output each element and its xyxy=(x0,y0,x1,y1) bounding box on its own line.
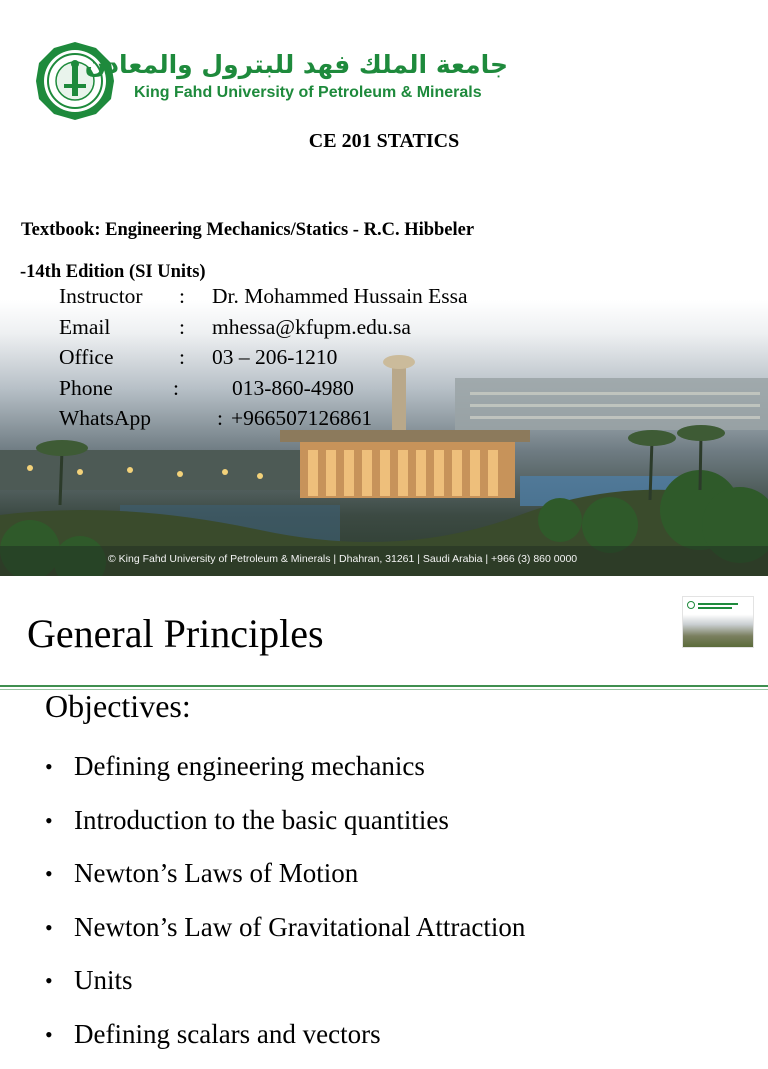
bullet-icon: • xyxy=(45,968,53,993)
info-separator: : xyxy=(179,284,185,308)
university-name-english: King Fahd University of Petroleum & Minerals xyxy=(134,84,482,101)
slide-footer: © King Fahd University of Petroleum & Minerals | Dhahran, 31261 | Saudi Arabia | +966 (3) 860 0000 xyxy=(108,553,578,565)
info-value: Dr. Mohammed Hussain Essa xyxy=(212,284,468,308)
bullet-icon: • xyxy=(45,914,53,940)
campus-photo xyxy=(0,300,768,576)
objectives-slide xyxy=(0,576,768,1049)
info-label: Office xyxy=(59,345,114,369)
objectives-heading: Objectives: xyxy=(45,688,191,724)
title-divider xyxy=(0,685,768,687)
info-label: WhatsApp xyxy=(59,406,151,430)
list-item-text: Units xyxy=(74,965,133,995)
bullet-icon: • xyxy=(45,754,53,779)
slide-thumbnail xyxy=(682,596,754,648)
bullet-icon: • xyxy=(45,807,53,833)
textbook-line: Textbook: Engineering Mechanics/Statics - R.C. Hibbeler xyxy=(21,220,475,240)
thumbnail-line xyxy=(698,607,732,609)
info-label: Email xyxy=(59,314,111,339)
info-label: Instructor xyxy=(59,284,143,308)
info-separator: : xyxy=(217,406,223,430)
thumbnail-logo-icon xyxy=(687,601,695,609)
bullet-icon: • xyxy=(45,861,53,886)
campus-illustration xyxy=(0,300,768,576)
info-separator: : xyxy=(173,375,179,400)
info-value: mhessa@kfupm.edu.sa xyxy=(212,314,411,339)
list-item-text: Defining scalars and vectors xyxy=(74,1018,381,1049)
info-value: 03 – 206-1210 xyxy=(212,345,338,369)
slide-title: General Principles xyxy=(27,611,324,656)
info-value: +966507126861 xyxy=(231,406,373,430)
course-title: CE 201 STATICS xyxy=(308,130,460,152)
list-item-text: Defining engineering mechanics xyxy=(74,751,425,781)
info-separator: : xyxy=(179,345,185,369)
list-item-text: Newton’s Law of Gravitational Attraction xyxy=(74,911,526,942)
list-item-text: Newton’s Laws of Motion xyxy=(74,858,359,888)
info-value: 013-860-4980 xyxy=(232,375,354,400)
thumbnail-line xyxy=(698,603,738,605)
bullet-icon: • xyxy=(45,1021,53,1047)
edition-line: -14th Edition (SI Units) xyxy=(20,262,206,282)
info-separator: : xyxy=(179,314,185,339)
university-name-arabic: جامعة الملك فهد للبترول والمعادن xyxy=(84,50,508,79)
info-label: Phone xyxy=(59,375,113,400)
list-item-text: Introduction to the basic quantities xyxy=(74,804,449,835)
